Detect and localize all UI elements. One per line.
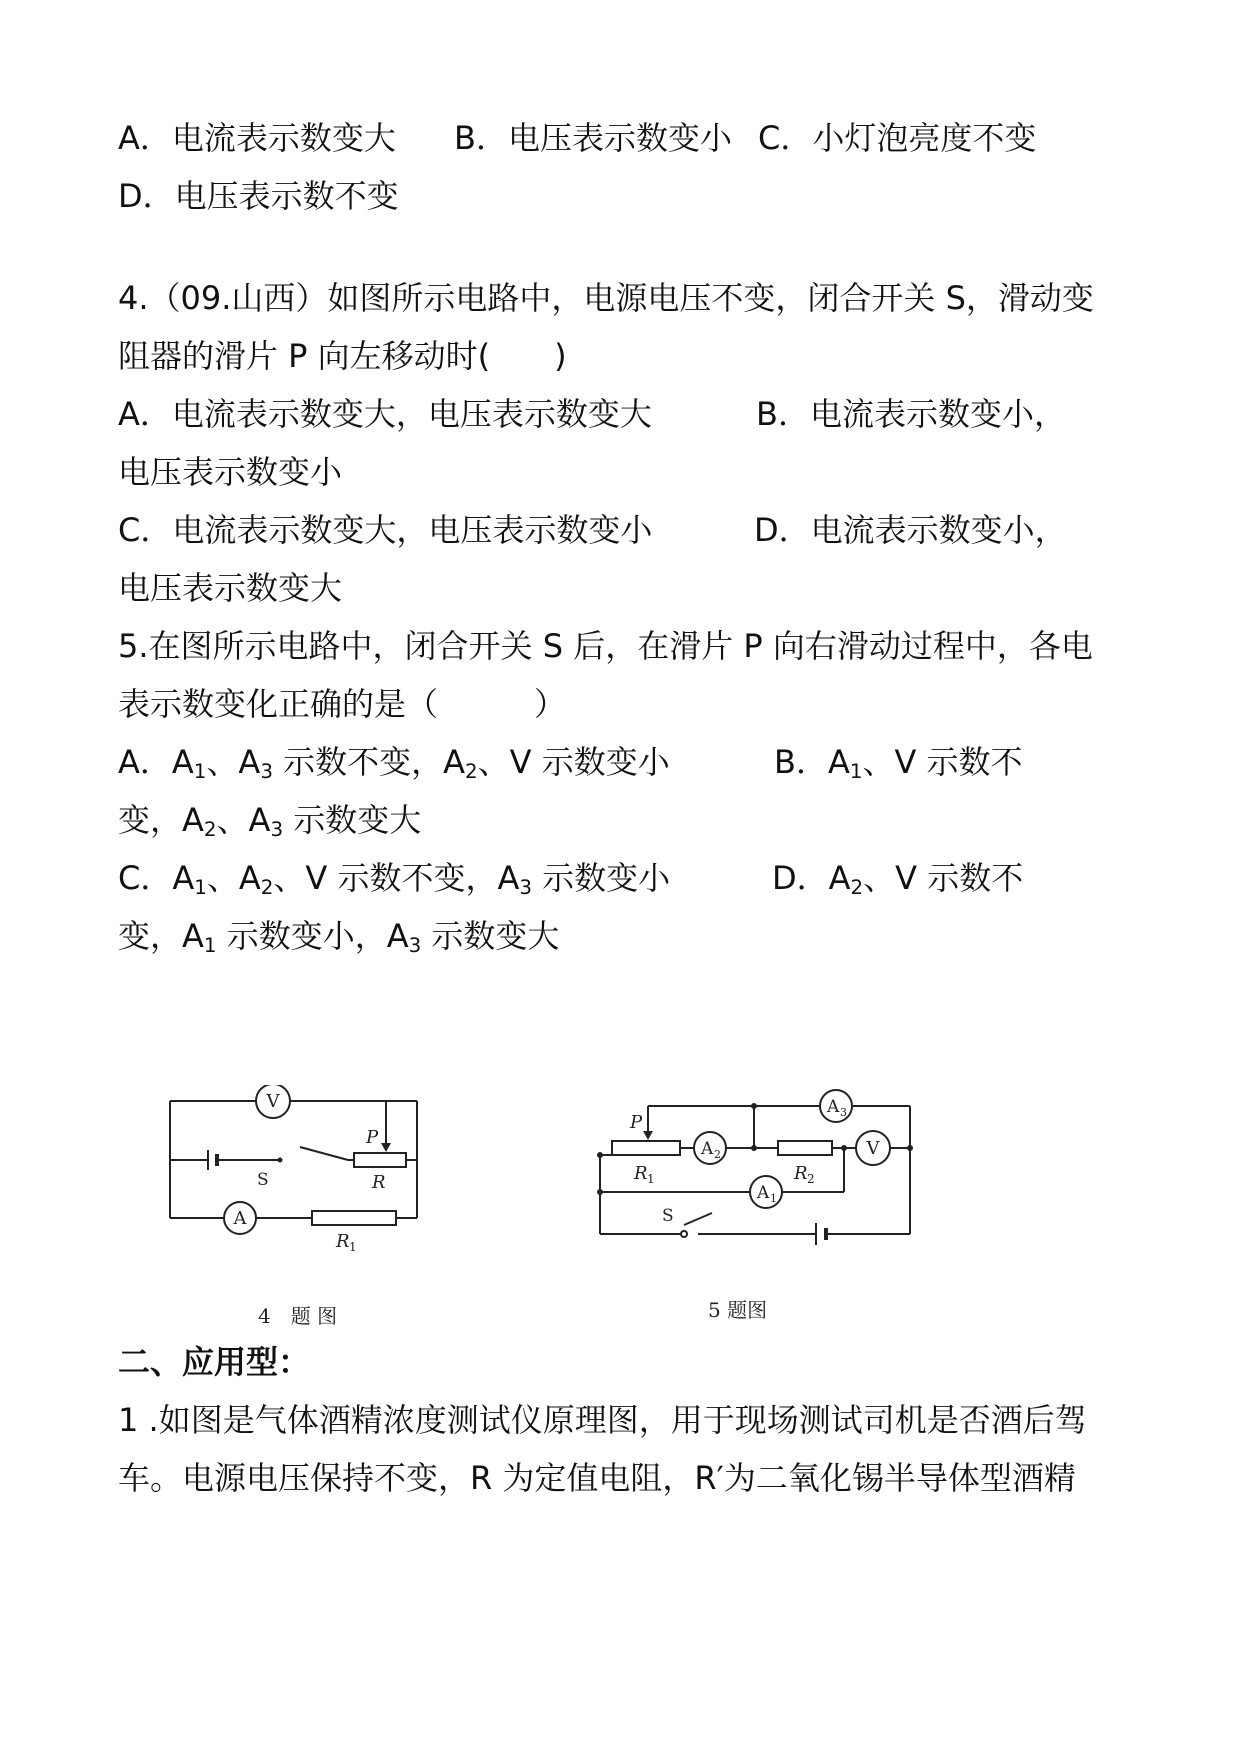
rheostat-label: R: [372, 1172, 386, 1193]
q4-stem-line-2: 阻器的滑片 P 向左移动时( ): [118, 337, 567, 375]
q5-option-d: D．$A_2$、V 示数不: [772, 859, 1024, 899]
rheostat: [354, 1153, 406, 1167]
a1-subscript: 1: [770, 1192, 777, 1205]
r1-label: R: [634, 1163, 648, 1184]
slider-arrow: [643, 1131, 653, 1140]
slider-label: P: [366, 1127, 379, 1148]
resistor-r1-label: R: [336, 1231, 350, 1252]
voltmeter-label: V: [866, 1138, 880, 1159]
q5-option-c: C．$A_1$、$A_2$、V 示数不变，$A_3$ 示数变小: [118, 859, 671, 899]
q4-option-a: A．电流表示数变大，电压表示数变大: [118, 395, 652, 433]
q3-option-c: C．小灯泡亮度不变: [758, 119, 1037, 157]
q4-option-b: B．电流表示数变小，: [756, 395, 1066, 433]
junction-dot: [597, 1189, 603, 1195]
switch-pivot: [278, 1158, 283, 1163]
voltmeter-label: V: [266, 1091, 280, 1112]
figure-5-circuit: [590, 1085, 930, 1255]
q4-option-c: C．电流表示数变大，电压表示数变小: [118, 511, 653, 549]
q5-option-a: A．$A_1$、$A_3$ 示数不变，$A_2$、V 示数变小: [118, 743, 670, 783]
r2-label: R: [794, 1163, 808, 1184]
q4-stem-line-1: 4.（09.山西）如图所示电路中，电源电压不变，闭合开关 S，滑动变: [118, 279, 1094, 317]
junction-dot: [907, 1145, 913, 1151]
figure-4-caption: 4 题 图: [258, 1304, 338, 1328]
figure-5-caption: 5 题图: [708, 1298, 768, 1322]
switch-label: S: [662, 1206, 674, 1226]
junction-dot: [751, 1145, 757, 1151]
switch-label: S: [257, 1170, 269, 1190]
section-2-q1-line-2: 车。电源电压保持不变，R 为定值电阻，R′为二氧化锡半导体型酒精: [118, 1459, 1076, 1497]
slider-label: P: [630, 1112, 643, 1133]
junction-dot: [841, 1145, 847, 1151]
q3-option-a: A．电流表示数变大: [118, 119, 396, 157]
a3-subscript: 3: [840, 1106, 847, 1119]
q5-option-b-continued: 变，$A_2$、$A_3$ 示数变大: [118, 801, 422, 841]
figure-4-circuit: [160, 1085, 430, 1265]
r1-subscript: 1: [647, 1172, 655, 1186]
junction-dot: [597, 1152, 603, 1158]
q3-option-b: B．电压表示数变小: [454, 119, 732, 157]
q4-option-d: D．电流表示数变小，: [754, 511, 1067, 549]
a2-label: A: [701, 1139, 714, 1159]
section-2-heading: 二、应用型：: [118, 1343, 311, 1381]
q5-option-d-continued: 变，$A_1$ 示数变小，$A_3$ 示数变大: [118, 917, 560, 957]
ammeter-label: A: [233, 1208, 247, 1229]
q4-option-d-continued: 电压表示数变大: [118, 569, 343, 607]
slider-arrow: [381, 1143, 391, 1152]
q4-option-b-continued: 电压表示数变小: [118, 453, 343, 491]
q5-option-b: B．$A_1$、V 示数不: [774, 743, 1023, 783]
section-2-q1-line-1: 1 .如图是气体酒精浓度测试仪原理图，用于现场测试司机是否酒后驾: [118, 1401, 1087, 1439]
q5-stem-line-1: 5.在图所示电路中，闭合开关 S 后，在滑片 P 向右滑动过程中，各电: [118, 627, 1093, 665]
junction-dot: [751, 1103, 757, 1109]
resistor-r1-subscript: 1: [349, 1240, 357, 1254]
resistor-r1: [612, 1141, 680, 1155]
resistor-r2: [778, 1141, 832, 1155]
resistor-r1: [312, 1211, 396, 1225]
a1-label: A: [757, 1183, 770, 1203]
q5-stem-line-2: 表示数变化正确的是（ ）: [118, 685, 567, 723]
q3-option-d: D．电压表示数不变: [118, 177, 399, 215]
a2-subscript: 2: [714, 1148, 721, 1161]
a3-label: A: [827, 1097, 840, 1117]
switch-pivot: [681, 1231, 687, 1237]
r2-subscript: 2: [807, 1172, 815, 1186]
